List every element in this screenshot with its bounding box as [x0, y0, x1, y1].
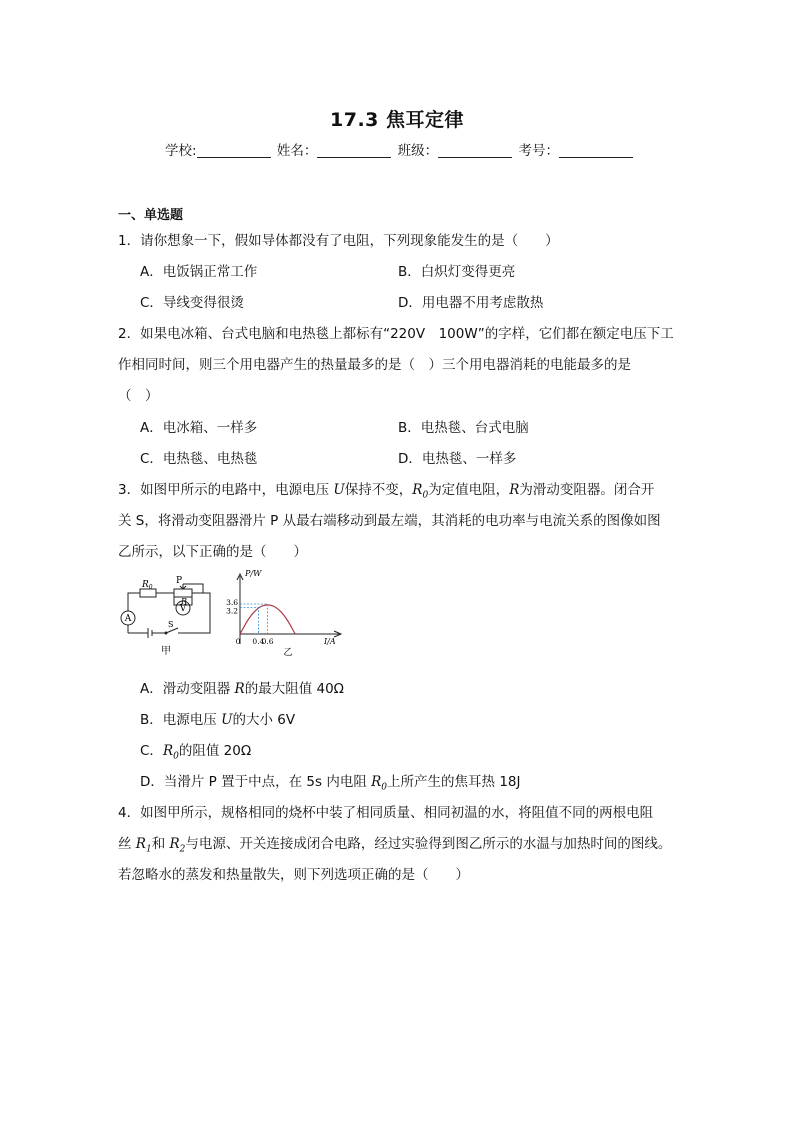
x-tick-label-2: 0.6 — [261, 637, 274, 646]
q2-option-c: C．电热毯、电热毯 — [140, 451, 258, 467]
number-blank[interactable] — [559, 143, 633, 158]
name-blank[interactable] — [317, 143, 391, 158]
q2-option-a: A．电冰箱、一样多 — [140, 420, 258, 436]
y-axis-label: P/W — [245, 569, 262, 578]
class-blank[interactable] — [438, 143, 512, 158]
x-axis-label: I/A — [324, 637, 336, 646]
q1-stem: 1．请你想象一下，假如导体都没有了电阻，下列现象能发生的是（ ） — [118, 233, 559, 249]
q1-option-d: D．用电器不用考虑散热 — [398, 295, 544, 311]
q1-option-a: A．电饭锅正常工作 — [140, 264, 258, 280]
q3-stem-line3: 乙所示，以下正确的是（ ） — [118, 544, 307, 560]
q2-stem-line2: 作相同时间，则三个用电器产生的热量最多的是（ ）三个用电器消耗的电能最多的是 — [118, 357, 631, 373]
y-tick-label-1: 3.2 — [226, 606, 238, 616]
q3-option-d: D．当滑片 P 置于中点，在 5s 内电阻 $R_0$上所产生的焦耳热 18J — [140, 774, 521, 793]
q3-stem-line2: 关 S，将滑动变阻器滑片 P 从最右端移动到最左端，其消耗的电功率与电流关系的图像如图 — [118, 513, 661, 529]
label-a: A — [124, 614, 132, 624]
name-label: 姓名： — [276, 143, 318, 159]
number-label: 考号： — [518, 143, 559, 159]
wire-right — [183, 593, 210, 633]
q2-stem-line1: 2．如果电冰箱、台式电脑和电热毯上都标有“220V 100W”的字样，它们都在额定电压下工 — [118, 326, 674, 342]
x-tick-label-1: 0.4 — [252, 637, 265, 646]
x-tick-label-0: 0 — [235, 637, 241, 646]
switch-pivot — [165, 632, 168, 635]
label-r0: $R_0$ — [142, 580, 153, 591]
var-u: U — [333, 482, 345, 498]
rheostat-r — [174, 589, 192, 597]
section-heading: 一、单选题 — [118, 208, 184, 223]
q3-option-a: A．滑动变阻器 R的最大阻值 40Ω — [140, 681, 344, 697]
q2-stem-line3: （ ） — [118, 388, 159, 404]
school-label: 学校: — [165, 143, 197, 159]
label-s: S — [168, 620, 174, 629]
var-r: R — [509, 482, 520, 498]
label-p: P — [176, 576, 183, 586]
battery-symbol — [148, 628, 152, 638]
page-title: 17.3 焦耳定律 — [330, 109, 464, 131]
q4-stem-line1: 4．如图甲所示，规格相同的烧杯中装了相同质量、相同初温的水，将阻值不同的两根电阻 — [118, 805, 654, 821]
q3-option-b: B．电源电压 U的大小 6V — [140, 712, 296, 728]
q3-stem-line1: 3．如图甲所示的电路中，电源电压 U保持不变，$R_0$为定值电阻，R为滑动变阻器。闭合开 — [118, 482, 655, 501]
q2-option-d: D．电热毯、一样多 — [398, 451, 517, 467]
student-info-row — [165, 139, 635, 159]
q2-option-b: B．电热毯、台式电脑 — [398, 420, 529, 436]
circuit-diagram — [118, 576, 218, 660]
chart-caption: 乙 — [283, 648, 293, 658]
circuit-caption: 甲 — [161, 646, 171, 657]
q4-stem-line3: 若忽略水的蒸发和热量散失，则下列选项正确的是（ ） — [118, 867, 469, 883]
q4-stem-line2: 丝 $R_1$和 $R_2$与电源、开关连接成闭合电路，经过实验得到图乙所示的水温与加热时间的图线。 — [118, 836, 672, 855]
guide-line-1 — [240, 604, 268, 634]
var-r0: $R_0$ — [412, 482, 429, 501]
q1-option-b: B．白炽灯变得更亮 — [398, 264, 516, 280]
power-current-chart — [226, 566, 350, 658]
class-label: 班级： — [397, 143, 439, 159]
y-tick-label-0: 3.6 — [226, 598, 238, 608]
school-blank[interactable] — [197, 143, 271, 158]
label-v: V — [179, 604, 187, 614]
q1-option-c: C．导线变得很烫 — [140, 295, 244, 311]
q3-option-c: C．$R_0$的阻值 20Ω — [140, 743, 252, 762]
label-r: R — [181, 597, 188, 606]
